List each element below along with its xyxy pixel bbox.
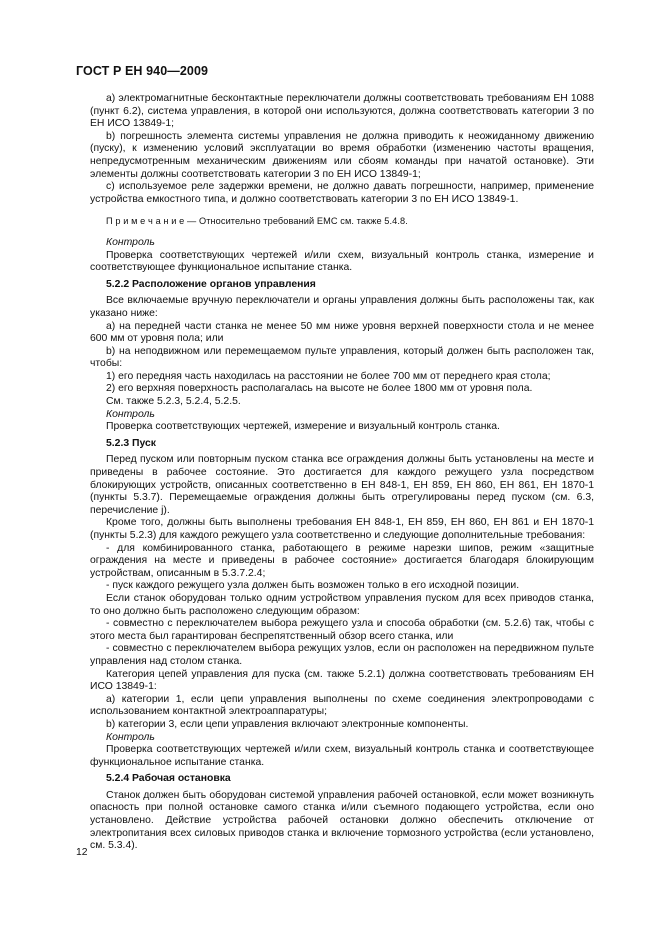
paragraph: b) на неподвижном или перемещаемом пульте управления, который должен быть расположен так, чтобы: — [90, 345, 594, 370]
paragraph: Проверка соответствующих чертежей и/или схем, визуальный контроль станка, измерение и соответствующее функциональное испытание станка. — [90, 249, 594, 274]
paragraph: Кроме того, должны быть выполнены требования ЕН 848-1, ЕН 859, ЕН 860, ЕН 861 и ЕН 1870-1 (пункты 5.2.3) для каждого режущего узла соответственно и следующие дополнительные требования: — [90, 517, 594, 541]
paragraph: b) погрешность элемента системы управления не должна приводить к неожиданному движению (пуску), к изменению условий эксплуатации во время обработки (изменению частоты вращения, непредусмотренным механическим движениям или сбоям команды при начатой остановке). Эти элементы должны соответствовать категории 3 по ЕН ИСО 13849-1; — [90, 130, 594, 180]
control-label: Контроль — [106, 731, 155, 743]
page-number: 12 — [76, 847, 88, 858]
paragraph: - совместно с переключателем выбора режущего узла и способа обработки (см. 5.2.6) так, чтобы с этого места был гарантирован беспрепятственный обзор всего станка, или — [90, 618, 594, 642]
body-text — [90, 93, 594, 853]
control-label: Контроль — [106, 408, 155, 420]
paragraph: Проверка соответствующих чертежей, измерение и визуальный контроль станка. — [106, 421, 500, 433]
section-heading: 5.2.3 Пуск — [106, 437, 156, 449]
paragraph: - совместно с переключателем выбора режущих узлов, если он расположен на передвижном пульте управления над столом станка. — [90, 643, 594, 667]
paragraph: c) используемое реле задержки времени, не должно давать погрешности, например, применение устройства емкостного типа, и должно соответствовать категории 3 по ЕН ИСО 13849-1. — [90, 181, 594, 205]
section-heading: 5.2.4 Рабочая остановка — [106, 773, 231, 785]
paragraph: а) на передней части станка не менее 50 мм ниже уровня верхней поверхности стола и не менее 600 мм от уровня пола; или — [90, 320, 594, 345]
paragraph: - для комбинированного станка, работающего в режиме нарезки шипов, режим «защитные ограждения на месте и приведены в рабочее состояние» достигается благодаря блокирующим устройствам, описанным в 5.3.7.2.4; — [90, 542, 594, 579]
paragraph: См. также 5.2.3, 5.2.4, 5.2.5. — [106, 396, 241, 408]
paragraph: Проверка соответствующих чертежей и/или схем, визуальный контроль станка и соответствующее функциональное испытание станка. — [90, 744, 594, 768]
control-label: Контроль — [106, 236, 155, 248]
paragraph: 1) его передняя часть находилась на расстоянии не более 700 мм от переднего края стола; — [106, 370, 551, 382]
paragraph: - пуск каждого режущего узла должен быть возможен только в его исходной позиции. — [106, 580, 520, 592]
section-heading: 5.2.2 Расположение органов управления — [106, 278, 316, 290]
paragraph: Станок должен быть оборудован системой управления рабочей остановкой, если может возникнуть опасность при полной остановке самого станка и/или съемного подающего устройства, если оно установлено. Действие устройства рабочей остановки должно обеспечить отключение от электропитания всех силовых приводов станка и включение тормозного устройства (если установлено, см. 5.3.4). — [90, 789, 594, 852]
paragraph: Категория цепей управления для пуска (см. также 5.2.1) должна соответствовать требованиям ЕН ИСО 13849-1: — [90, 668, 594, 693]
paragraph: 2) его верхняя поверхность располагалась на высоте не более 1800 мм от уровня пола. — [106, 383, 533, 395]
paragraph: Все включаемые вручную переключатели и органы управления должны быть расположены так, как указано ниже: — [90, 295, 594, 319]
paragraph: Перед пуском или повторным пуском станка все ограждения должны быть установлены на месте и приведены в рабочее состояние. Это достигается для каждого режущего узла посредством блокирующих устройств, описанных соответственно в ЕН 848-1, ЕН 859, ЕН 860, ЕН 861, ЕН 1870-1 (пункты 5.3.7). Перемещаемые ограждения должны быть отрегулированы перед пуском (см. 6.3, перечисление j). — [90, 454, 594, 516]
paragraph: Если станок оборудован только одним устройством управления пуском для всех приводов станка, то оно должно быть расположено следующим образом: — [90, 592, 594, 617]
paragraph: а) электромагнитные бесконтактные переключатели должны соответствовать требованиям ЕН 1088 (пункт 6.2), система управления, в которой они используются, должна соответствовать категории 3 по ЕН ИСО 13849-1; — [90, 93, 594, 130]
note: П р и м е ч а н и е — Относительно требований ЕМС см. также 5.4.8. — [106, 216, 408, 227]
paragraph: а) категории 1, если цепи управления выполнены по схеме соединения электропроводами с использованием контактной электроаппаратуры; — [90, 693, 594, 718]
document-header: ГОСТ Р ЕН 940—2009 — [76, 64, 209, 78]
paragraph: b) категории 3, если цепи управления включают электронные компоненты. — [106, 718, 469, 730]
